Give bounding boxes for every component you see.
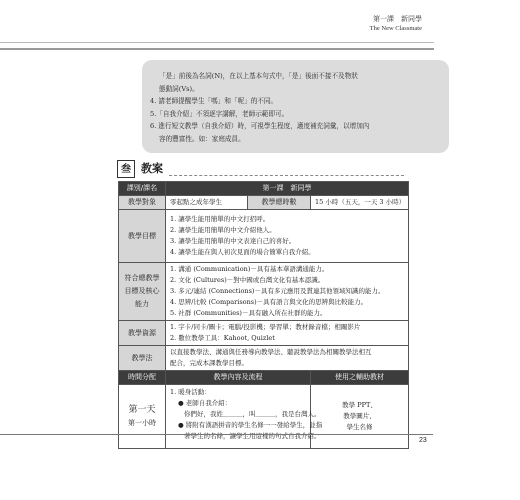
note-line: 5.「自我介紹」不須逐字講解，老師示範即可。 (150, 109, 289, 118)
target-value: 零起點之成年學生 (166, 196, 248, 210)
col-content: 教學內容及流程 (166, 371, 311, 385)
competency-list (166, 263, 409, 321)
competency-item: 5. 社群 (Communities)－具有融入所在社群的能力。 (170, 309, 327, 317)
teaching-notes-box (142, 60, 449, 153)
competency-label: 符合總教學目標及核心能力 (119, 263, 166, 321)
goals-list (166, 210, 409, 263)
hours-value: 15 小時（五天，一天 3 小時） (311, 196, 409, 210)
method-line: 配合，完成本課教學目標。 (170, 359, 248, 367)
note-line: 容的豐富性。如：家庭成員。 (159, 134, 245, 143)
method-row (119, 346, 409, 371)
goals-row (119, 210, 409, 263)
resources-list (166, 321, 409, 346)
target-label: 教學對象 (119, 196, 166, 210)
aid-item: 教學圖片、 (343, 412, 376, 420)
note-line: 4. 請老師提醒學生「嗎」和「呢」的不同。 (150, 97, 278, 105)
resources-row (119, 321, 409, 346)
resource-item: 1. 字卡/同卡/圖卡；電腦/投影機；學習單；教材錄音檔；相關影片 (170, 323, 361, 331)
col-time: 時間分配 (119, 371, 166, 385)
section-divider (169, 175, 404, 176)
aid-item: 學生名條 (346, 423, 373, 431)
aids-list (311, 385, 409, 449)
day-label: 第一天 (128, 404, 156, 415)
section-number: 叁 (117, 160, 135, 178)
lesson-plan-table (118, 181, 409, 449)
competency-item: 3. 多元/連結 (Connections)－具有多元應用及貫連其他領域知識的能力。 (170, 287, 385, 295)
course-row (119, 182, 409, 196)
day-cell (119, 385, 166, 449)
goal-item: 3. 讓學生能用簡單的中文表達自己的喜好。 (170, 237, 296, 245)
competency-row (119, 263, 409, 321)
flow-step: 你們好，我姓＿＿＿，叫＿＿＿，我是台灣人。 (184, 410, 321, 418)
running-header (370, 14, 422, 34)
flow-step: 著學生的名條，讓學生用這樣的句式自我介紹。 (184, 432, 321, 440)
course-value: 第一課 新同學 (166, 182, 409, 196)
flow-step: 1. 暖身活動： (170, 388, 211, 396)
target-row (119, 196, 409, 210)
flow-content (166, 385, 323, 449)
header-rule (0, 42, 434, 50)
method-line: 以直接教學法、溝通與任務導向教學法、聽說教學法為相關教學法相互 (170, 348, 372, 356)
course-label: 課別/課名 (119, 182, 166, 196)
goal-item: 1. 讓學生能用簡單的中文打招呼。 (170, 215, 270, 223)
flow-header-row (119, 371, 409, 385)
section-heading (117, 160, 163, 178)
goal-item: 2. 讓學生能用簡單的中文介紹他人。 (170, 226, 276, 234)
goal-item: 4. 讓學生能在與人初次見面的場合簡單自我介紹。 (170, 248, 315, 256)
note-line: 6. 進行短文教學（自我介紹）時，可視學生程度，適度補充詞彙，以增加內 (150, 122, 370, 130)
page-number: 23 (419, 437, 427, 444)
flow-step: ● 將附有漢語拼音的學生名條一一發給學生，並指 (178, 421, 323, 429)
competency-item: 2. 文化 (Cultures)－對中國或台灣文化有基本認識。 (170, 276, 325, 284)
hours-label: 教學總時數 (248, 196, 311, 210)
method-label: 教學法 (119, 346, 166, 371)
day-one-row (119, 385, 409, 449)
competency-item: 4. 思辨/比較 (Comparisons)－具有語言與文化的思辨與比較能力。 (170, 298, 368, 306)
header-lesson: 第一課 新同學 (373, 15, 422, 23)
note-line: 態動詞(Vs)。 (159, 84, 199, 93)
footer-rule (0, 434, 433, 435)
goals-label: 教學目標 (119, 210, 166, 263)
competency-item: 1. 溝通 (Communication)－具有基本華語溝通能力。 (170, 265, 329, 273)
method-text (166, 346, 409, 371)
resource-item: 2. 數位教學工具：Kahoot, Quizlet (170, 334, 275, 342)
aid-item: 教學 PPT、 (342, 401, 377, 409)
note-line: 「是」前後為名詞(N)，在以上基本句式中，「是」後面不接不及物狀 (159, 72, 358, 80)
resources-label: 教學資源 (119, 321, 166, 346)
flow-step: ● 老師自我介紹： (178, 399, 232, 407)
hour-label: 第一小時 (128, 418, 156, 427)
col-aids: 使用之輔助教材 (311, 371, 409, 385)
header-lesson-en: The New Classmate (369, 25, 422, 32)
section-title: 教案 (141, 162, 163, 175)
